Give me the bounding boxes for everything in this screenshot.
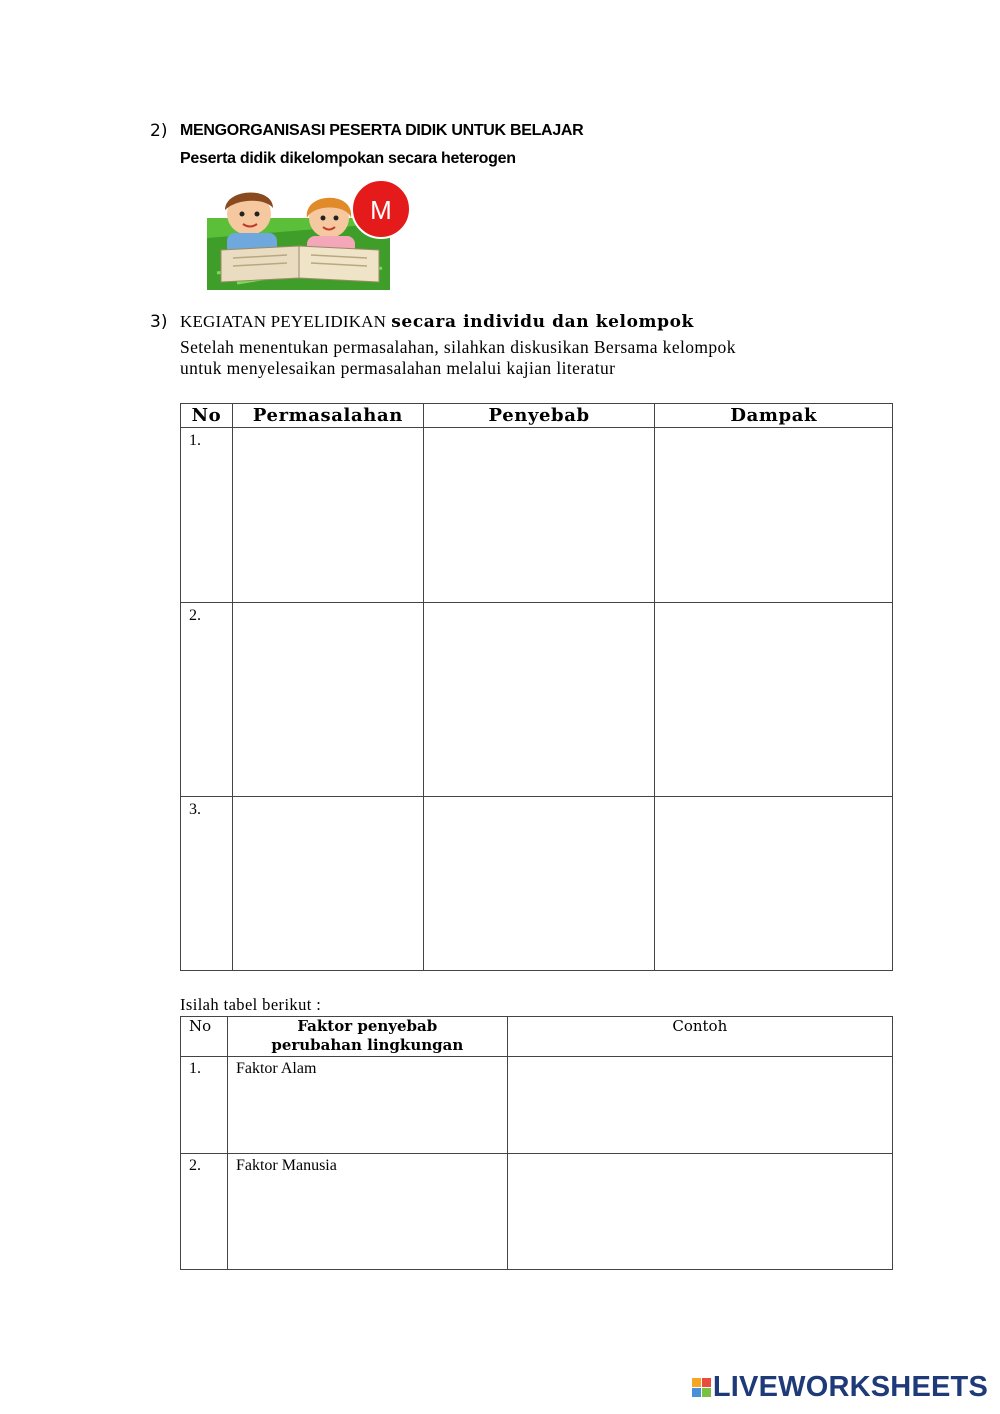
- svg-text:M: M: [370, 195, 392, 225]
- penyebab-cell[interactable]: [423, 797, 655, 971]
- header-no: No: [181, 404, 233, 428]
- speech-badge: [352, 180, 410, 238]
- row-number: 2.: [181, 1154, 228, 1270]
- header-faktor: [227, 1017, 507, 1057]
- section-3-title: [180, 312, 694, 332]
- row-number: 1.: [181, 428, 233, 603]
- section-2-subtitle: Peserta didik dikelompokan secara heterogen: [180, 150, 516, 167]
- dampak-cell[interactable]: [655, 428, 893, 603]
- row-number: 3.: [181, 797, 233, 971]
- table-header-row: [181, 1017, 893, 1057]
- dampak-cell[interactable]: [655, 797, 893, 971]
- header-penyebab: Penyebab: [423, 404, 655, 428]
- row-number: 2.: [181, 603, 233, 797]
- contoh-cell[interactable]: [507, 1154, 892, 1270]
- header-permasalahan: Permasalahan: [232, 404, 423, 428]
- header-contoh: Contoh: [507, 1017, 892, 1057]
- dampak-cell[interactable]: [655, 603, 893, 797]
- header-faktor-line-2: perubahan lingkungan: [271, 1036, 464, 1054]
- investigation-table: [180, 403, 893, 971]
- section-3-title-b: secara individu dan kelompok: [391, 312, 694, 332]
- contoh-cell[interactable]: [507, 1057, 892, 1154]
- table-row: [181, 797, 893, 971]
- faktor-cell: Faktor Manusia: [227, 1154, 507, 1270]
- table-row: [181, 603, 893, 797]
- row-number: 1.: [181, 1057, 228, 1154]
- header-no: No: [181, 1017, 228, 1057]
- section-3-line-1: Setelah menentukan permasalahan, silahkan diskusikan Bersama kelompok: [180, 337, 736, 357]
- table-row: [181, 1057, 893, 1154]
- section-3-number: 3): [150, 312, 168, 332]
- table-header-row: [181, 404, 893, 428]
- table-row: [181, 1154, 893, 1270]
- kids-reading-illustration: [207, 178, 412, 290]
- penyebab-cell[interactable]: [423, 603, 655, 797]
- brand-text: LIVEWORKSHEETS: [712, 1371, 988, 1403]
- table-row: [181, 428, 893, 603]
- header-faktor-line-1: Faktor penyebab: [297, 1017, 438, 1035]
- logo-blocks-icon: [692, 1378, 711, 1397]
- section-3-title-a: KEGIATAN PEYELIDIKAN: [180, 312, 387, 331]
- permasalahan-cell[interactable]: [232, 797, 423, 971]
- section-3-line-2: untuk menyelesaikan permasalahan melalui kajian literatur: [180, 358, 616, 378]
- permasalahan-cell[interactable]: [232, 428, 423, 603]
- table-2-intro: Isilah tabel berikut :: [180, 995, 322, 1014]
- liveworksheets-logo: [692, 1371, 988, 1404]
- faktor-cell: Faktor Alam: [227, 1057, 507, 1154]
- section-2-title: MENGORGANISASI PESERTA DIDIK UNTUK BELAJAR: [180, 122, 584, 139]
- permasalahan-cell[interactable]: [232, 603, 423, 797]
- penyebab-cell[interactable]: [423, 428, 655, 603]
- factor-table: [180, 1016, 893, 1270]
- section-2-number: 2): [150, 121, 168, 141]
- header-dampak: Dampak: [655, 404, 893, 428]
